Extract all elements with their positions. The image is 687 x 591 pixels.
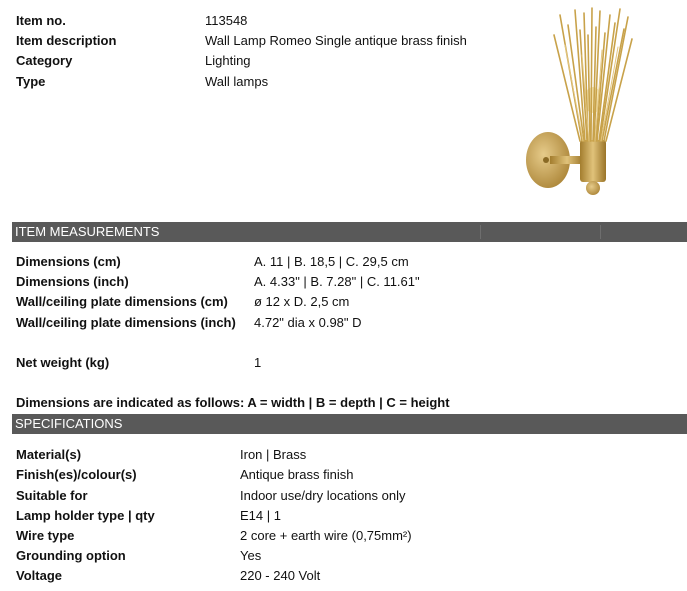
materials-value: Iron | Brass: [240, 447, 307, 462]
dimensions-cm-value: A. 11 | B. 18,5 | C. 29,5 cm: [254, 254, 409, 269]
plate-dimensions-inch-value: 4.72" dia x 0.98" D: [254, 315, 362, 330]
wire-type-value: 2 core + earth wire (0,75mm²): [240, 528, 412, 543]
dimensions-cm-label: Dimensions (cm): [16, 254, 121, 269]
dimensions-inch-label: Dimensions (inch): [16, 274, 129, 289]
net-weight-value: 1: [254, 355, 262, 370]
plate-dimensions-cm-value: ø 12 x D. 2,5 cm: [254, 294, 350, 309]
item-measurements-title: ITEM MEASUREMENTS: [15, 224, 160, 239]
grounding-label: Grounding option: [16, 548, 126, 563]
materials-label: Material(s): [16, 447, 82, 462]
finish-label: Finish(es)/colour(s): [16, 467, 137, 482]
wire-type-label: Wire type: [16, 528, 75, 543]
specifications-title: SPECIFICATIONS: [15, 416, 123, 431]
suitable-for-label: Suitable for: [16, 488, 88, 503]
finish-value: Antique brass finish: [240, 467, 354, 482]
category-label: Category: [16, 53, 73, 68]
item-no-label: Item no.: [16, 13, 66, 28]
lamp-holder-value: E14 | 1: [240, 508, 281, 523]
lamp-holder-label: Lamp holder type | qty: [16, 508, 155, 523]
item-description-value: Wall Lamp Romeo Single antique brass finish: [205, 33, 467, 48]
voltage-label: Voltage: [16, 568, 62, 583]
category-value: Lighting: [205, 53, 251, 68]
item-no-value: 113548: [205, 13, 248, 28]
specifications-header: [12, 414, 687, 434]
dimensions-inch-value: A. 4.33" | B. 7.28" | C. 11.61": [254, 274, 420, 289]
band-divider: [480, 225, 481, 239]
item-measurements-header: [12, 222, 687, 242]
type-value: Wall lamps: [205, 74, 269, 89]
type-label: Type: [16, 74, 46, 89]
net-weight-label: Net weight (kg): [16, 355, 110, 370]
suitable-for-value: Indoor use/dry locations only: [240, 488, 406, 503]
band-divider: [600, 225, 601, 239]
item-description-label: Item description: [16, 33, 117, 48]
dimensions-note: Dimensions are indicated as follows: A = width | B = depth | C = height: [16, 395, 450, 410]
plate-dimensions-inch-label: Wall/ceiling plate dimensions (inch): [16, 315, 236, 330]
plate-dimensions-cm-label: Wall/ceiling plate dimensions (cm): [16, 294, 228, 309]
voltage-value: 220 - 240 Volt: [240, 568, 321, 583]
grounding-value: Yes: [240, 548, 262, 563]
wall-lamp-image: [520, 5, 687, 205]
